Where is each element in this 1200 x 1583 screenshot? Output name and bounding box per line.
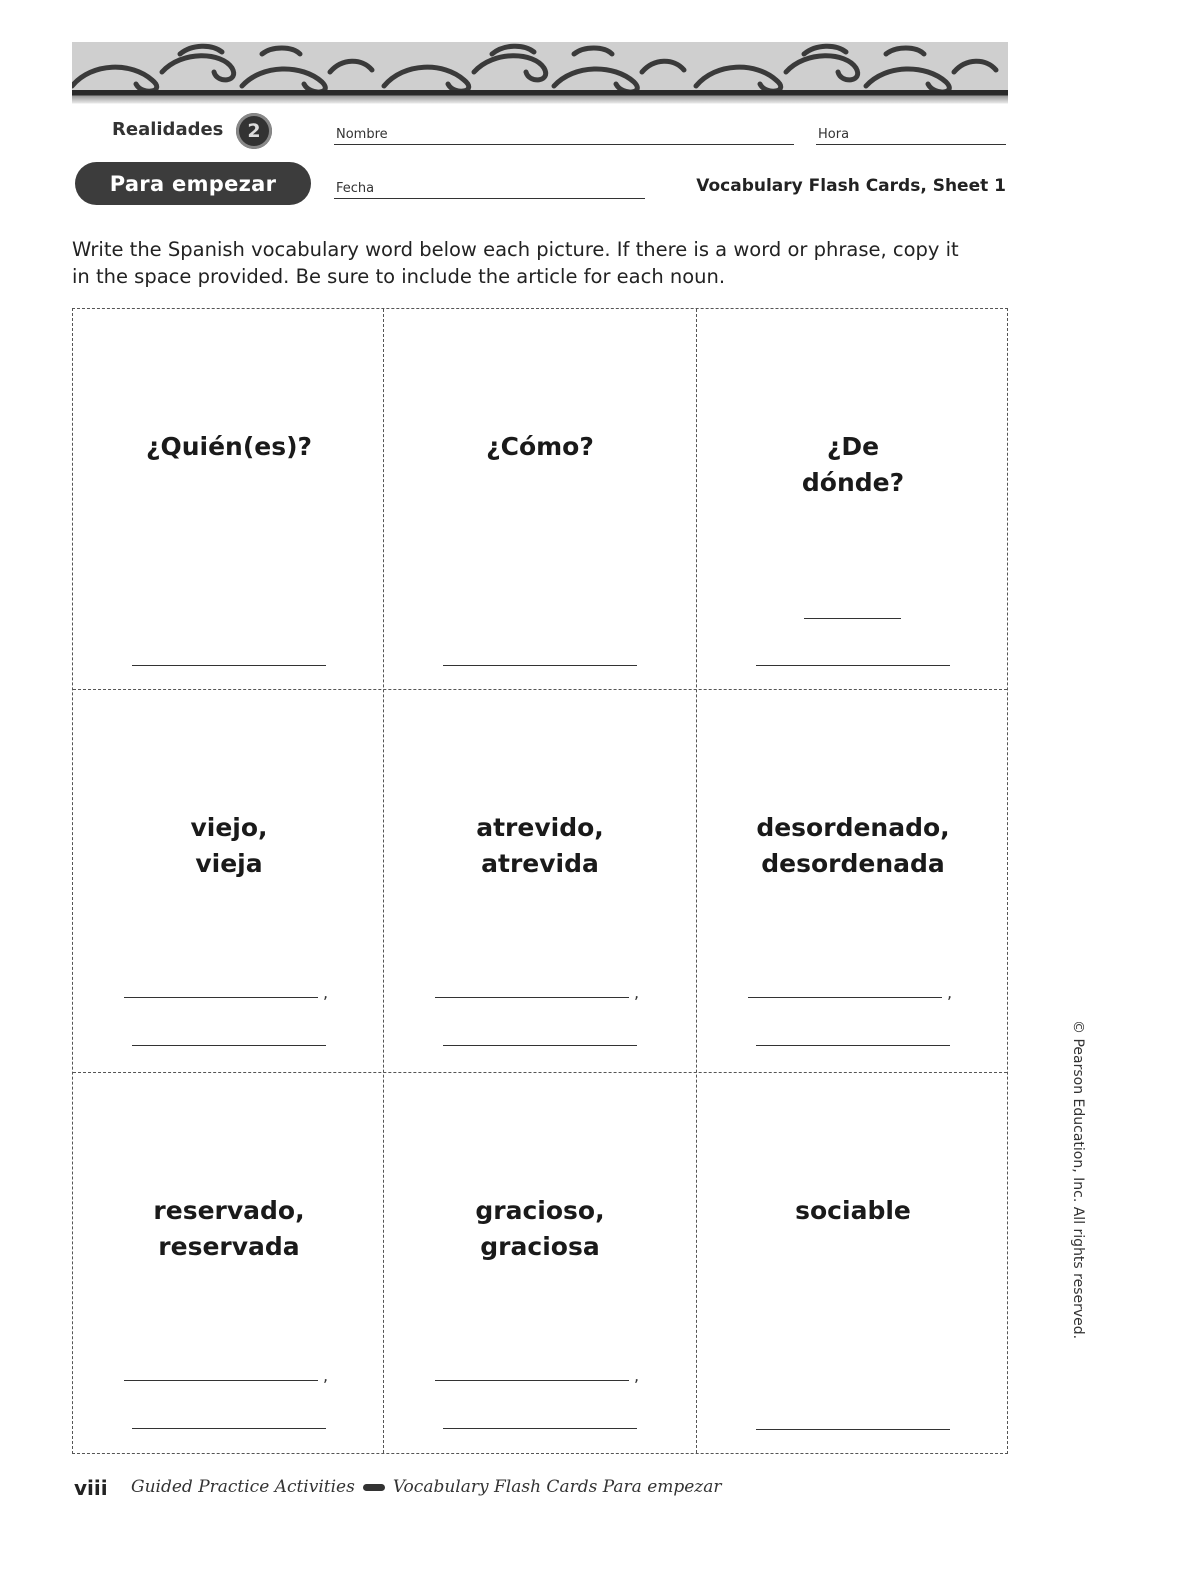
copyright-notice: © Pearson Education, Inc. All rights reserved. (1070, 1020, 1086, 1340)
answer-line[interactable] (435, 1380, 629, 1381)
decorative-banner (72, 42, 1008, 96)
card-word: gracioso, graciosa (475, 1196, 605, 1261)
flash-card (697, 690, 1009, 1072)
name-field[interactable] (334, 120, 794, 145)
sheet-title: Vocabulary Flash Cards, Sheet 1 (696, 176, 1006, 196)
date-label: Fecha (336, 181, 375, 196)
answer-line[interactable] (443, 1428, 637, 1429)
footer-chapter: Vocabulary Flash Cards Para empezar (392, 1477, 722, 1497)
footer-separator (363, 1484, 385, 1491)
comma-mark: , (323, 983, 329, 1002)
flash-card (73, 690, 385, 1072)
answer-line[interactable] (756, 1429, 950, 1430)
date-field[interactable] (334, 174, 645, 199)
hour-label: Hora (818, 127, 850, 142)
card-word: atrevido, atrevida (476, 813, 604, 878)
flash-card (384, 1073, 696, 1455)
header-rule (72, 90, 1008, 104)
instructions: Write the Spanish vocabulary word below each picture. If there is a word or phrase, copy it in the space provided. Be sure to include the article for each noun. (72, 238, 959, 288)
answer-line[interactable] (804, 618, 901, 619)
answer-line[interactable] (443, 1045, 637, 1046)
flash-card (697, 1073, 1009, 1455)
flash-card (384, 309, 696, 691)
card-word: ¿Cómo? (486, 432, 594, 461)
answer-line[interactable] (435, 997, 629, 998)
answer-line[interactable] (132, 665, 326, 666)
comma-mark: , (634, 983, 640, 1002)
flash-card (73, 1073, 385, 1455)
card-word: ¿Quién(es)? (145, 432, 313, 461)
card-word: sociable (795, 1196, 911, 1225)
scroll-ornament-icon (72, 42, 1008, 96)
flash-card (697, 309, 1009, 691)
answer-line[interactable] (124, 997, 318, 998)
answer-line[interactable] (756, 1045, 950, 1046)
card-word: desordenado, desordenada (756, 813, 950, 878)
comma-mark: , (323, 1366, 329, 1385)
series-title: Realidades (112, 119, 224, 140)
section-pill (75, 162, 311, 205)
hour-field[interactable] (816, 120, 1006, 145)
card-word: reservado, reservada (153, 1196, 305, 1261)
level-badge: 2 (236, 113, 272, 149)
comma-mark: , (947, 983, 953, 1002)
comma-mark: , (634, 1366, 640, 1385)
flash-card (384, 690, 696, 1072)
answer-line[interactable] (132, 1428, 326, 1429)
flash-card-grid (72, 308, 1008, 1454)
answer-line[interactable] (132, 1045, 326, 1046)
answer-line[interactable] (748, 997, 942, 998)
page-number: viii (74, 1476, 108, 1500)
answer-line[interactable] (756, 665, 950, 666)
answer-line[interactable] (124, 1380, 318, 1381)
section-label: Para empezar (109, 171, 277, 196)
name-label: Nombre (336, 127, 388, 142)
answer-line[interactable] (443, 665, 637, 666)
card-word: ¿De dónde? (801, 432, 905, 497)
footer-book: Guided Practice Activities (131, 1477, 355, 1497)
flash-card (73, 309, 385, 691)
card-word: viejo, vieja (190, 813, 268, 878)
footer-text (131, 1477, 722, 1497)
